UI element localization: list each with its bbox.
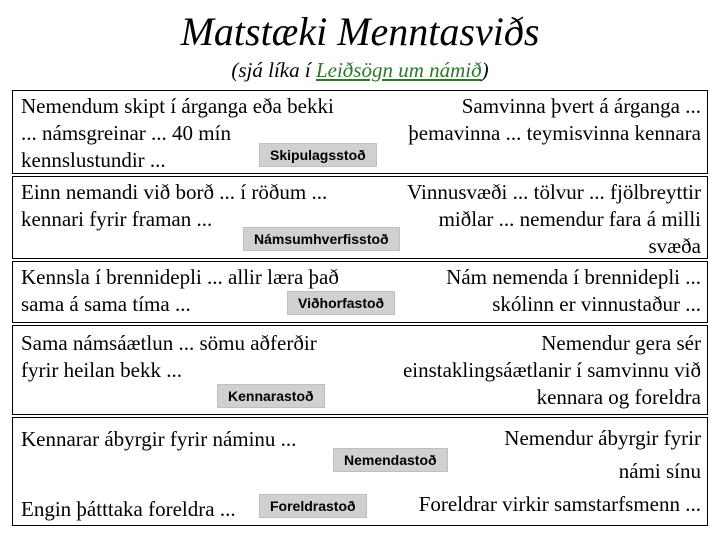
row-teacher bbox=[12, 325, 708, 415]
row-organization-new: Samvinna þvert á árganga ... þemavinna ... teymisvinna kennara bbox=[408, 94, 701, 145]
tag-parents: Foreldrastoð bbox=[259, 494, 367, 518]
row-environment bbox=[12, 176, 708, 259]
row-attitude-traditional: Kennsla í brennidepli ... allir læra það sama á sama tíma ... bbox=[21, 265, 339, 316]
tag-teacher: Kennarastoð bbox=[217, 384, 325, 408]
tag-attitude: Viðhorfastoð bbox=[287, 291, 395, 315]
row-environment-traditional: Einn nemandi við borð ... í röðum ... kennari fyrir framan ... bbox=[21, 180, 328, 231]
page-title: Matstæki Menntasviðs bbox=[180, 9, 540, 54]
row-organization bbox=[12, 90, 708, 174]
row-attitude bbox=[12, 261, 708, 323]
row-teacher-traditional: Sama námsáætlun ... sömu aðferðir fyrir heilan bekk ... bbox=[21, 331, 317, 382]
row-environment-new: Vinnusvæði ... tölvur ... fjölbreyttir miðlar ... nemendur fara á milli svæða bbox=[407, 180, 701, 258]
row-students-parents-traditional: Kennarar ábyrgir fyrir náminu ... Engin þátttaka foreldra ... bbox=[21, 427, 297, 521]
row-organization-traditional: Nemendum skipt í árganga eða bekki ... námsgreinar ... 40 mín kennslustundir ... bbox=[21, 94, 334, 172]
row-students-parents bbox=[12, 417, 708, 526]
subtitle-prefix: (sjá líka í bbox=[231, 58, 316, 82]
tag-organization: Skipulagsstoð bbox=[259, 143, 377, 167]
subtitle bbox=[0, 56, 720, 84]
row-attitude-new: Nám nemenda í brennidepli ... skólinn er vinnustaður ... bbox=[446, 265, 701, 316]
subtitle-suffix: ) bbox=[481, 58, 489, 82]
guide-link[interactable]: Leiðsögn um námið bbox=[315, 58, 482, 82]
tag-students: Nemendastoð bbox=[333, 448, 448, 472]
row-students-parents-new: Nemendur ábyrgir fyrir námi sínu Foreldrar virkir samstarfsmenn ... bbox=[418, 426, 701, 516]
tag-environment: Námsumhverfisstoð bbox=[243, 227, 400, 251]
row-teacher-new: Nemendur gera sér einstaklingsáætlanir í samvinnu við kennara og foreldra bbox=[402, 331, 701, 409]
